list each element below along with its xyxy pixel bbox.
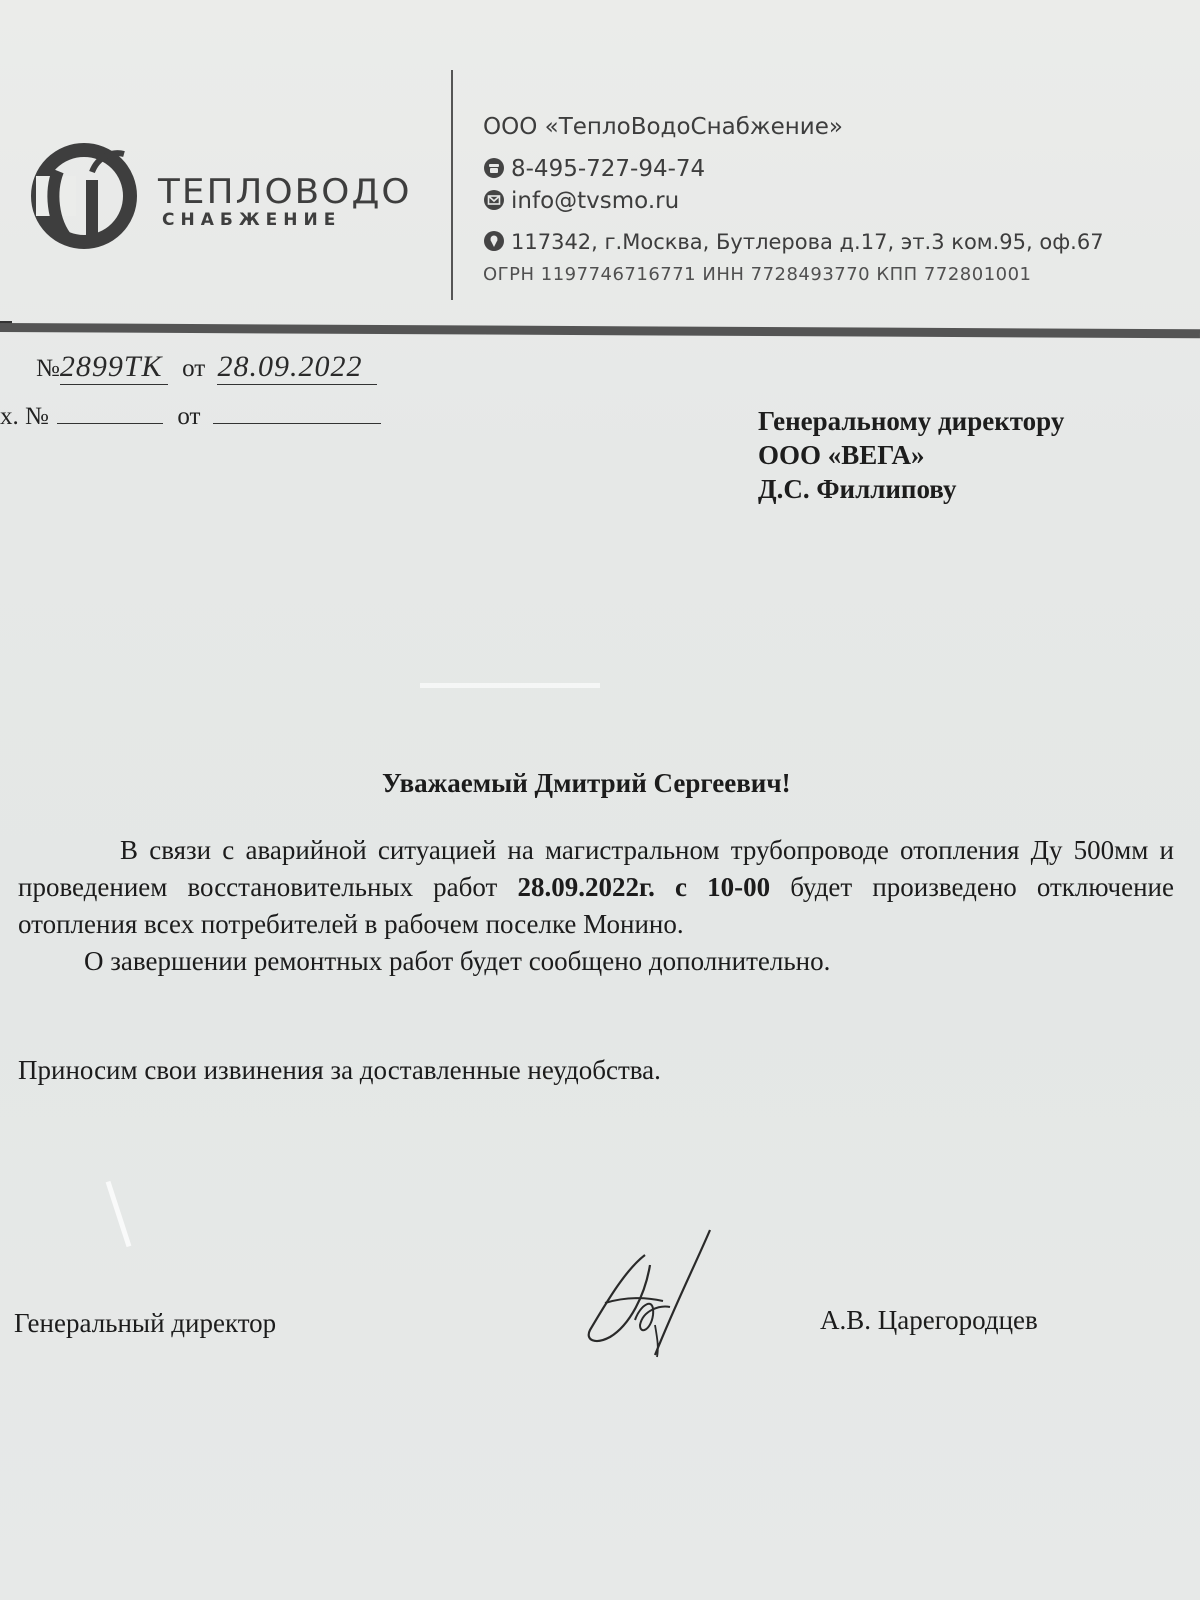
para1-date-time: 28.09.2022г. с 10-00 (517, 872, 771, 902)
incoming-ref-line (0, 401, 381, 431)
from-label: от (182, 355, 206, 382)
handwritten-signature (585, 1225, 725, 1365)
addressee-name: Д.С. Филлипову (758, 474, 957, 504)
body-paragraph-1 (18, 832, 1174, 943)
letterhead-divider (451, 70, 453, 300)
brand-name-line1: ТЕПЛОВОДО (158, 172, 412, 212)
salutation: Уважаемый Дмитрий Сергеевич! (382, 768, 791, 798)
phone-text: 8-495-727-94-74 (511, 156, 706, 182)
brand-name-line2: СНАБЖЕНИЕ (162, 210, 342, 230)
incoming-date-blank (213, 401, 381, 424)
email-text: info@tvsmo.ru (511, 188, 680, 214)
incoming-label: х. № (0, 403, 49, 430)
signatory-title: Генеральный директор (14, 1308, 277, 1338)
incoming-from-label: от (177, 403, 201, 430)
address-row (483, 230, 1104, 254)
email-icon (483, 189, 505, 211)
body-paragraph-2: О завершении ремонтных работ будет сообщено дополнительно. (84, 946, 831, 976)
outgoing-ref-line (36, 350, 377, 385)
location-pin-icon (483, 230, 505, 252)
email-row (483, 188, 679, 214)
signatory-name: А.В. Царегородцев (820, 1305, 1038, 1335)
company-name: ООО «ТеплоВодоСнабжение» (483, 114, 843, 140)
incoming-number-blank (57, 401, 163, 424)
registration-numbers: ОГРН 1197746716771 ИНН 7728493770 КПП 772801001 (483, 264, 1032, 285)
addressee-title: Генеральному директору (758, 406, 1065, 436)
handwritten-ref-date: 28.09.2022 (217, 350, 377, 385)
addressee-company: ООО «ВЕГА» (758, 440, 925, 470)
phone-row (483, 156, 705, 182)
para1-text-start: В связи с аварийной ситуацией на магистральном трубопроводе отопления Ду 500мм и проведением восстановительных работ (18, 835, 1174, 902)
header-rule (0, 323, 1200, 338)
handwritten-ref-number: 2899ТК (60, 350, 168, 385)
number-prefix: № (36, 355, 60, 382)
address-text: 117342, г.Москва, Бутлерова д.17, эт.3 ком.95, оф.67 (511, 230, 1104, 254)
company-logo-icon (28, 136, 140, 254)
phone-icon (483, 157, 505, 179)
photo-glare-streak (106, 1181, 132, 1247)
para1-text-end: будет произведено отключение отопления всех потребителей в рабочем поселке Монино. (18, 872, 1174, 939)
closing-line: Приносим свои извинения за доставленные неудобства. (18, 1055, 661, 1085)
photo-glare (420, 683, 600, 688)
